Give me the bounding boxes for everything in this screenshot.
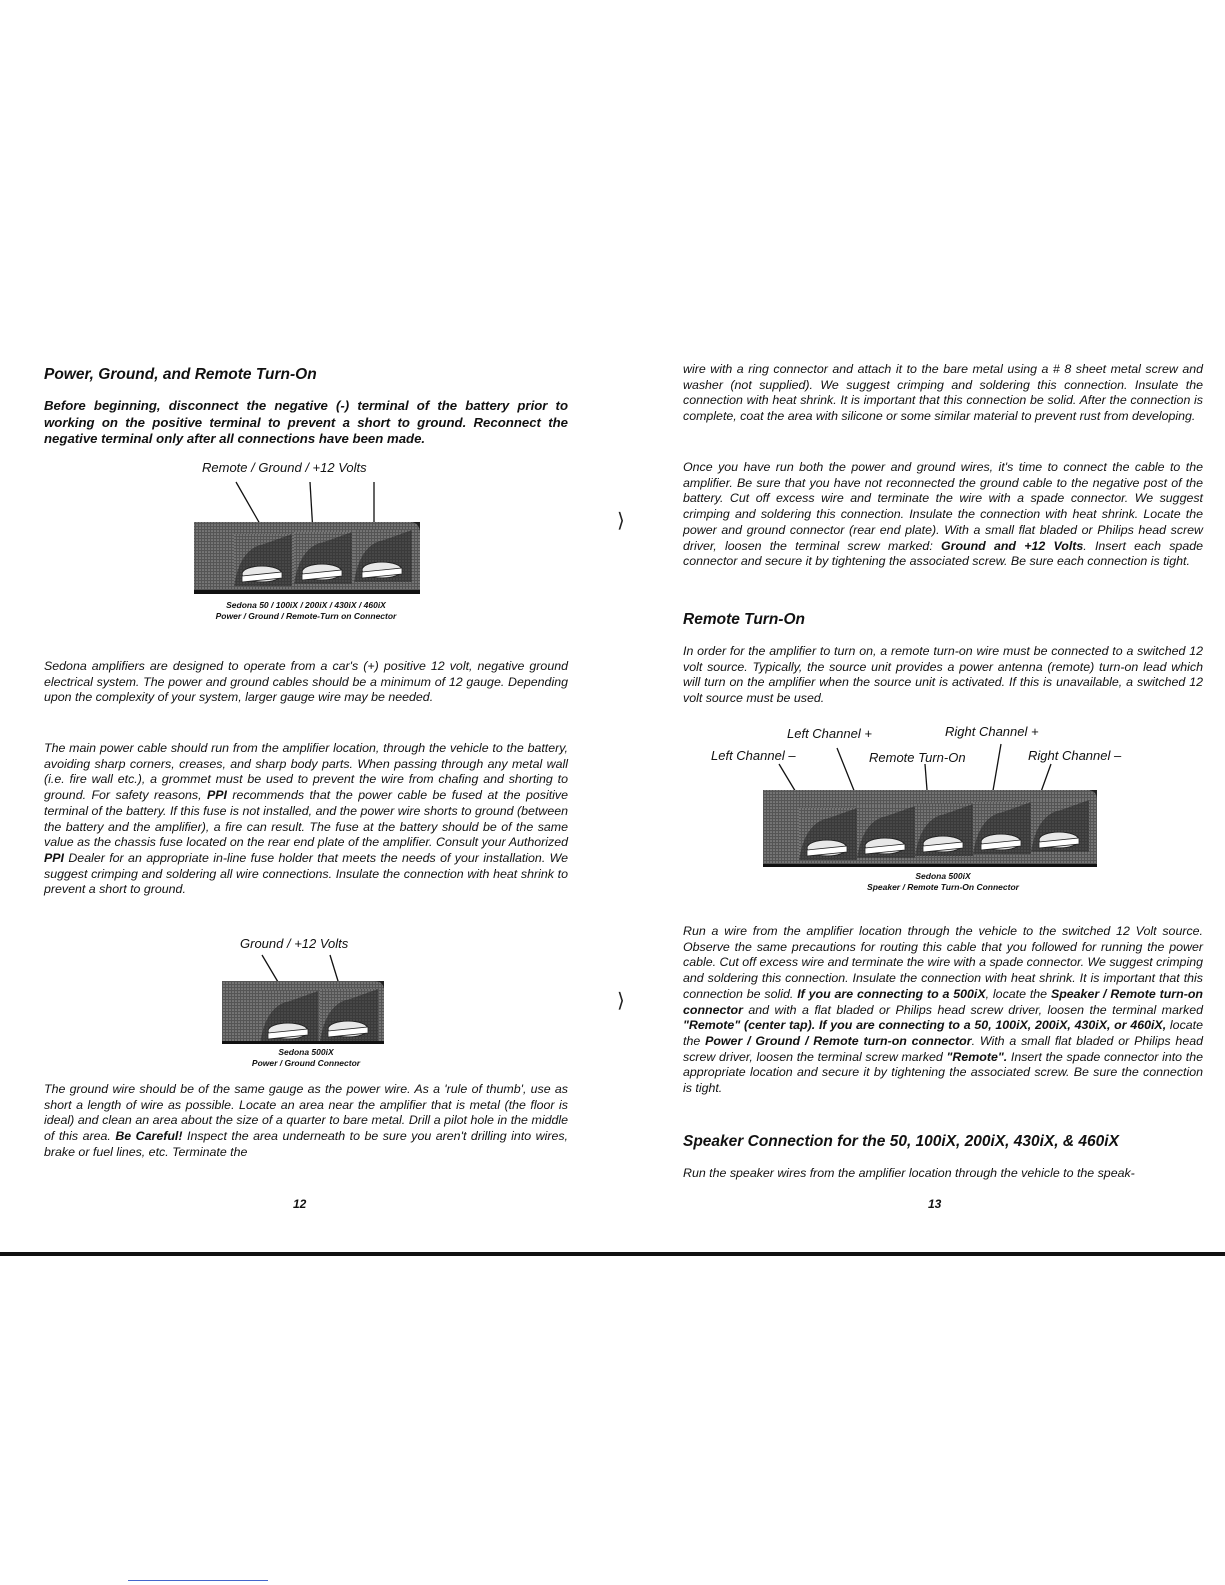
- scan-line: [128, 1580, 268, 1581]
- gutter-mark: ⟩: [617, 510, 625, 532]
- ppi-brand: PPI: [206, 788, 227, 803]
- paragraph-remote-turn-on: In order for the amplifier to turn on, a remote turn-on wire must be connected to a switched 12 volt source. Typically, the source unit provides a power antenna (remote) turn-on lead which will turn on the amplifier when the source unit is activated. If this is unavailable, a switched 12 volt source must be used.: [683, 644, 1203, 706]
- diagram2-caption-line2: Power / Ground Connector: [251, 1058, 361, 1068]
- label-left-channel-plus: Left Channel +: [787, 726, 872, 741]
- be-careful-bold: Be Careful!: [115, 1129, 183, 1144]
- diagram1-label: Remote / Ground / +12 Volts: [202, 460, 367, 475]
- section-heading: Power, Ground, and Remote Turn-On: [44, 366, 317, 383]
- label-right-channel-plus: Right Channel +: [945, 724, 1039, 739]
- gutter-mark: ⟩: [617, 990, 625, 1012]
- page-number: 12: [293, 1197, 307, 1211]
- label-remote-turn-on: Remote Turn-On: [869, 750, 966, 765]
- power-ground-remote-connector-diagram: [184, 482, 424, 602]
- speaker-remote-connector-diagram: [761, 744, 1101, 868]
- bottom-rule: [0, 1252, 1225, 1256]
- paragraph-remote-wire-routing: Run a wire from the amplifier location through the vehicle to the switched 12 Volt source. Observe the same precautions for routing this cable that you followed for running the power cable. Cut off excess wire and terminate the wire with a spade connector. We suggest crimping and soldering this connection. Insulate the connection with heat shrink. It is important that this connection be solid. If you are connecting to a 500iX, locate the Speaker / Remote turn-on connector and with a flat bladed or Philips head screw driver, loosen the terminal marked "Remote" (center tap). If you are connecting to a 50, 100iX, 200iX, 430iX, or 460iX, locate the Power / Ground / Remote turn-on connector. With a small flat bladed or Philips head screw driver, loosen the terminal screw marked "Remote". Insert the spade connector into the appropriate location and secure it by tightening the associated screw. Be sure the connection is tight.: [683, 924, 1204, 1096]
- paragraph-connect-cable: Once you have run both the power and ground wires, it's time to connect the cable to the amplifier. Be sure that you have not reconnected the ground cable to the negative post of the battery. Cut off excess wire and terminate the wire with a spade connector. We suggest crimping and soldering this connection. Insulate the connection with heat shrink. Locate the power and ground connector (rear end plate). With a small flat bladed or Philips head screw driver, loosen the terminal screw marked: Ground and +12 Volts. Insert each spade connector and secure it by tightening the associated screw. Be sure each connection is tight.: [683, 460, 1204, 569]
- diagram3-caption-line2: Speaker / Remote Turn-On Connector: [867, 882, 1019, 892]
- diagram1-caption: [44, 600, 568, 622]
- diagram1-caption-line2: Power / Ground / Remote-Turn on Connector: [215, 611, 397, 621]
- terminal-names-bold: Ground and +12 Volts: [941, 538, 1084, 553]
- diagram1-caption-line1: Sedona 50 / 100iX / 200iX / 430iX / 460iX: [226, 600, 386, 610]
- remote-turn-on-heading: Remote Turn-On: [683, 611, 805, 628]
- diagram3-caption-line1: Sedona 500iX: [915, 871, 971, 881]
- label-left-channel-minus: Left Channel –: [711, 748, 796, 763]
- ppi-brand: PPI: [44, 850, 64, 865]
- diagram3-caption: [683, 871, 1203, 893]
- label-right-channel-minus: Right Channel –: [1028, 748, 1122, 763]
- paragraph-speaker-wires: Run the speaker wires from the amplifier location through the vehicle to the speak-: [683, 1166, 1135, 1180]
- diagram2-caption-line1: Sedona 500iX: [278, 1047, 334, 1057]
- speaker-connection-heading: Speaker Connection for the 50, 100iX, 200iX, 430iX, & 460iX: [683, 1133, 1119, 1150]
- paragraph-ring-connector: wire with a ring connector and attach it to the bare metal using a # 8 sheet metal screw and washer (not supplied). We suggest crimping and soldering this connection. Insulate the connection with heat shrink. It is important that this connection be solid. After the connection is complete, coat the area with silicone or some similar material to prevent rust from developing.: [683, 362, 1203, 424]
- paragraph-power-requirements: Sedona amplifiers are designed to operate from a car's (+) positive 12 volt, negative ground electrical system. The power and ground cables should be a minimum of 12 gauge. Depending upon the complexity of your system, larger gauge wire may be needed.: [44, 659, 568, 705]
- power-ground-connector-diagram: [220, 955, 390, 1047]
- paragraph-ground-wire: The ground wire should be of the same gauge as the power wire. As a 'rule of thumb', use as short a length of wire as possible. Locate an area near the amplifier that is metal (the floor is ideal) and clean an area about the size of a quarter to bare metal. Drill a pilot hole in the middle of this area. Be Careful! Inspect the area underneath to be sure you aren't drilling into wires, brake or fuel lines, etc. Terminate the: [44, 1082, 568, 1159]
- diagram2-label: Ground / +12 Volts: [240, 936, 349, 951]
- diagram2-caption: [44, 1047, 568, 1069]
- warning-paragraph: Before beginning, disconnect the negative (-) terminal of the battery prior to working on the positive terminal to prevent a short to ground. Reconnect the negative terminal only after all connections have been made.: [44, 398, 568, 446]
- paragraph-main-power-cable: The main power cable should run from the amplifier location, through the vehicle to the battery, avoiding sharp corners, creases, and sharp body parts. When passing through any metal wall (i.e. fire wall etc.), a grommet must be used to prevent the wire from chafing and shorting to ground. For safety reasons, PPI recommends that the power cable be fused at the positive terminal of the battery. If this fuse is not installed, and the power wire shorts to ground (between the battery and the amplifier), a fire can result. The fuse at the battery should be of the same value as the chassis fuse located on the rear end plate of the amplifier. Consult your Authorized PPI Dealer for an appropriate in-line fuse holder that meets the needs of your installation. We suggest crimping and soldering all wire connections. Insulate the connection with heat shrink to prevent a short to ground.: [44, 741, 568, 897]
- page-number: 13: [928, 1197, 942, 1211]
